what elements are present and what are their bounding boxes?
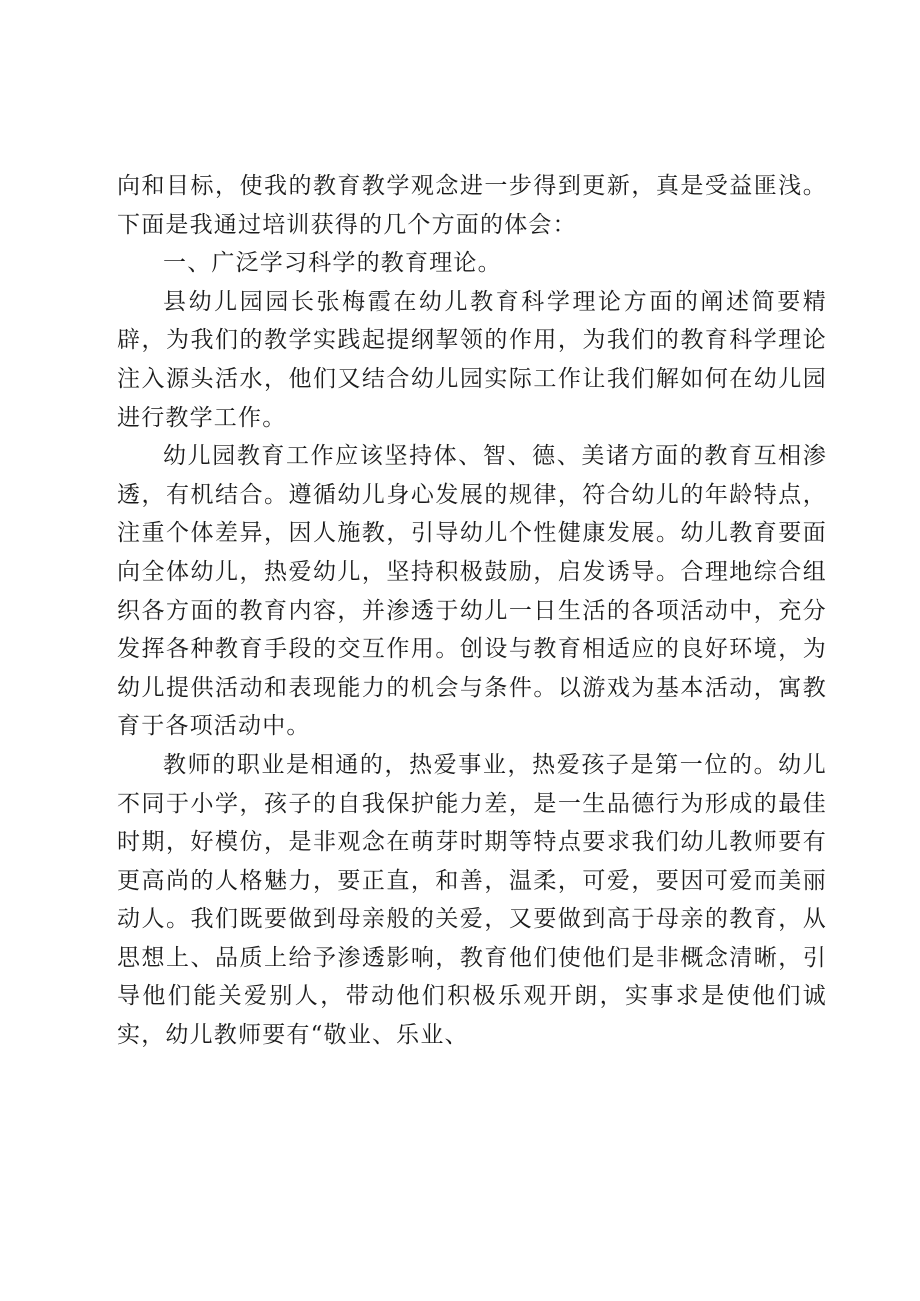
paragraph: 教师的职业是相通的，热爱事业，热爱孩子是第一位的。幼儿不同于小学，孩子的自我保护能力差，是一生品德行为形成的最佳时期，好模仿，是非观念在萌芽时期等特点要求我们幼儿教师要有更高尚的人格魅力，要正直，和善，温柔，可爱，要因可爱而美丽动人。我们既要做到母亲般的关爱，又要做到高于母亲的教育，从思想上、品质上给予渗透影响，教育他们使他们是非概念清晰，引导他们能关爱别人，带动他们积极乐观开朗，实事求是使他们诚实，幼儿教师要有“敬业、乐业、 <box>117 751 827 1049</box>
body-text <box>117 167 827 1055</box>
paragraph-continuation: 向和目标，使我的教育教学观念进一步得到更新，真是受益匪浅。下面是我通过培训获得的几个方面的体会： <box>117 173 827 238</box>
section-heading: 一、广泛学习科学的教育理论。 <box>163 250 502 277</box>
paragraph: 县幼儿园园长张梅霞在幼儿教育科学理论方面的阐述简要精辟，为我们的教学实践起提纲挈领的作用，为我们的教育科学理论注入源头活水，他们又结合幼儿园实际工作让我们解如何在幼儿园进行教学工作。 <box>117 288 827 431</box>
paragraph: 幼儿园教育工作应该坚持体、智、德、美诸方面的教育互相渗透，有机结合。遵循幼儿身心发展的规律，符合幼儿的年龄特点，注重个体差异，因人施教，引导幼儿个性健康发展。幼儿教育要面向全体幼儿，热爱幼儿，坚持积极鼓励，启发诱导。合理地综合组织各方面的教育内容，并渗透于幼儿一日生活的各项活动中，充分发挥各种教育手段的交互作用。创设与教育相适应的良好环境，为幼儿提供活动和表现能力的机会与条件。以游戏为基本活动，寓教育于各项活动中。 <box>117 443 827 740</box>
